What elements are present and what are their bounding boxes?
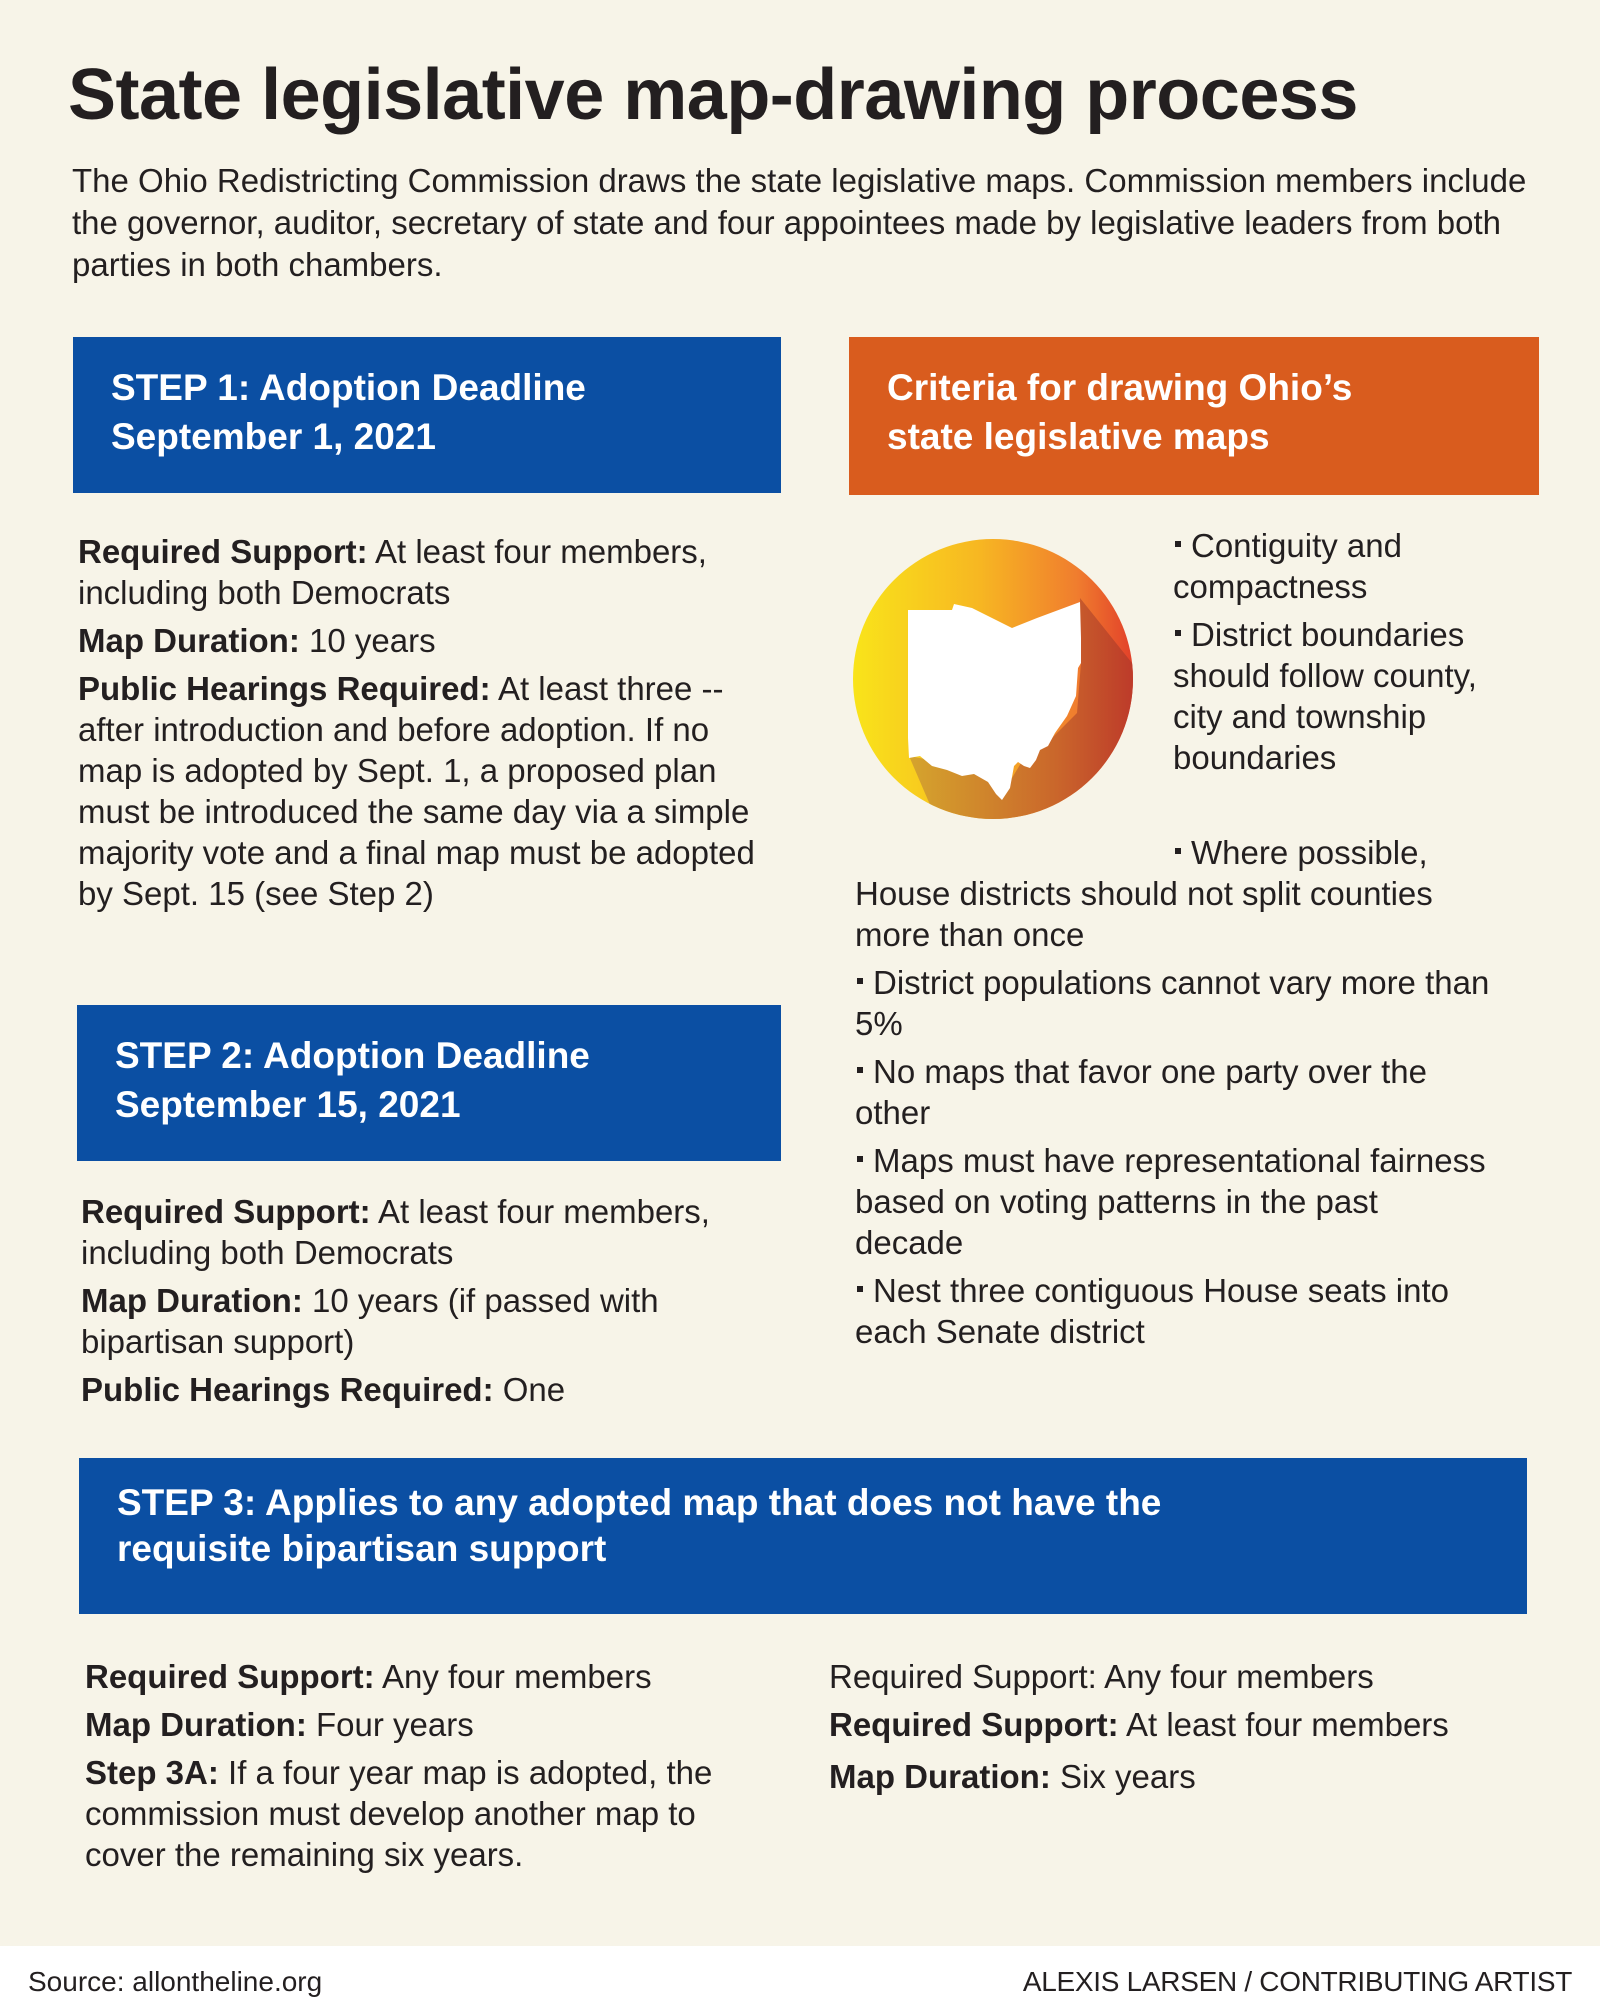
field-label: Public Hearings Required: — [81, 1371, 494, 1408]
step2-required-support — [81, 1191, 781, 1273]
step3-right-details — [829, 1656, 1489, 1804]
field-value: At least four members, including both Democrats — [78, 533, 707, 611]
step1-map-duration — [78, 620, 778, 661]
step3b-map-duration — [829, 1756, 1489, 1797]
step2-details — [81, 1191, 781, 1417]
criteria-list-bottom — [855, 832, 1495, 1359]
criteria-list-top — [1173, 525, 1533, 785]
page-title: State legislative map-drawing process — [68, 55, 1358, 135]
artist-credit: ALEXIS LARSEN / CONTRIBUTING ARTIST — [1022, 1966, 1572, 1997]
criteria-text: Nest three contiguous House seats into each Senate district — [855, 1272, 1450, 1350]
field-label: Map Duration: — [85, 1706, 307, 1743]
source-credit: Source: allontheline.org — [28, 1966, 323, 1997]
criteria-item — [855, 1270, 1495, 1352]
criteria-heading-line1: Criteria for drawing Ohio’s — [887, 367, 1353, 408]
step1-heading-line1: STEP 1: Adoption Deadline — [111, 367, 586, 408]
step2-map-duration — [81, 1280, 781, 1362]
criteria-item — [1173, 614, 1533, 778]
bullet-icon — [1175, 541, 1181, 547]
field-value: Six years — [1050, 1758, 1196, 1795]
field-value: At least four members — [1118, 1706, 1449, 1743]
criteria-item — [1173, 525, 1533, 607]
criteria-header — [849, 337, 1539, 495]
field-label: Map Duration: — [78, 622, 300, 659]
criteria-text: District populations cannot vary more than 5% — [855, 964, 1490, 1042]
step3a-note — [85, 1752, 765, 1875]
field-value: At least four members, including both Democrats — [81, 1193, 710, 1271]
field-label: Required Support: — [81, 1193, 371, 1230]
criteria-item — [855, 1140, 1495, 1263]
step3-header — [79, 1458, 1527, 1614]
intro-text: The Ohio Redistricting Commission draws the state legislative maps. Commission members include the governor, auditor, secretary of state and four appointees made by legislative leaders from both parties in both chambers. — [72, 162, 1527, 283]
step3-required-support — [85, 1656, 765, 1697]
field-label: Public Hearings Required: — [78, 670, 491, 707]
step2-heading-line1: STEP 2: Adoption Deadline — [115, 1035, 590, 1076]
criteria-text: No maps that favor one party over the other — [855, 1053, 1427, 1131]
field-label: Map Duration: — [829, 1758, 1051, 1795]
criteria-item — [855, 832, 1495, 955]
step3-heading-line1: STEP 3: Applies to any adopted map that does not have the — [117, 1482, 1162, 1523]
step1-heading-line2: September 1, 2021 — [111, 416, 436, 457]
field-value: At least three -- after introduction and before adoption. If no map is adopted by Sept. 1, a proposed plan must be introduced the same day via a simple majority vote and a final map must be adopted by Sept. 15 (see Step 2) — [78, 670, 755, 912]
field-value: Any four members — [374, 1658, 652, 1695]
field-value: 10 years — [299, 622, 436, 659]
criteria-text: Where possible, House districts should not split counties more than once — [855, 834, 1433, 953]
criteria-text: District boundaries should follow county, city and township boundaries — [1173, 616, 1477, 776]
step2-public-hearings — [81, 1369, 781, 1410]
step1-details — [78, 531, 778, 921]
criteria-item — [855, 1051, 1495, 1133]
criteria-heading-line2: state legislative maps — [887, 416, 1270, 457]
step3-map-duration — [85, 1704, 765, 1745]
field-value: One — [493, 1371, 566, 1408]
criteria-text: Maps must have representational fairness based on voting patterns in the past decade — [855, 1142, 1486, 1261]
bullet-icon — [857, 1067, 863, 1073]
field-label: Map Duration: — [81, 1282, 303, 1319]
step2-header — [77, 1005, 781, 1161]
bullet-icon — [857, 978, 863, 984]
step1-header — [73, 337, 781, 493]
field-value: 10 years (if passed with bipartisan support) — [81, 1282, 659, 1360]
bullet-icon — [1175, 630, 1181, 636]
criteria-text: Contiguity and compactness — [1173, 527, 1402, 605]
bullet-icon — [857, 1286, 863, 1292]
step3-heading-line2: requisite bipartisan support — [117, 1528, 607, 1569]
field-label: Required Support: — [78, 533, 368, 570]
field-label: Required Support: — [85, 1658, 375, 1695]
step2-heading-line2: September 15, 2021 — [115, 1084, 461, 1125]
field-label: Step 3A: — [85, 1754, 219, 1791]
step3b-plain-support: Required Support: Any four members — [829, 1658, 1374, 1695]
bullet-icon — [1175, 848, 1181, 854]
step3-left-details — [85, 1656, 765, 1882]
field-value: Four years — [306, 1706, 474, 1743]
ohio-state-icon — [852, 538, 1134, 820]
bullet-icon — [857, 1156, 863, 1162]
step1-required-support — [78, 531, 778, 613]
field-value: If a four year map is adopted, the commission must develop another map to cover the remaining six years. — [85, 1754, 713, 1873]
step3b-required-support — [829, 1704, 1489, 1745]
criteria-item — [855, 962, 1495, 1044]
field-label: Required Support: — [829, 1706, 1119, 1743]
step1-public-hearings — [78, 668, 778, 914]
